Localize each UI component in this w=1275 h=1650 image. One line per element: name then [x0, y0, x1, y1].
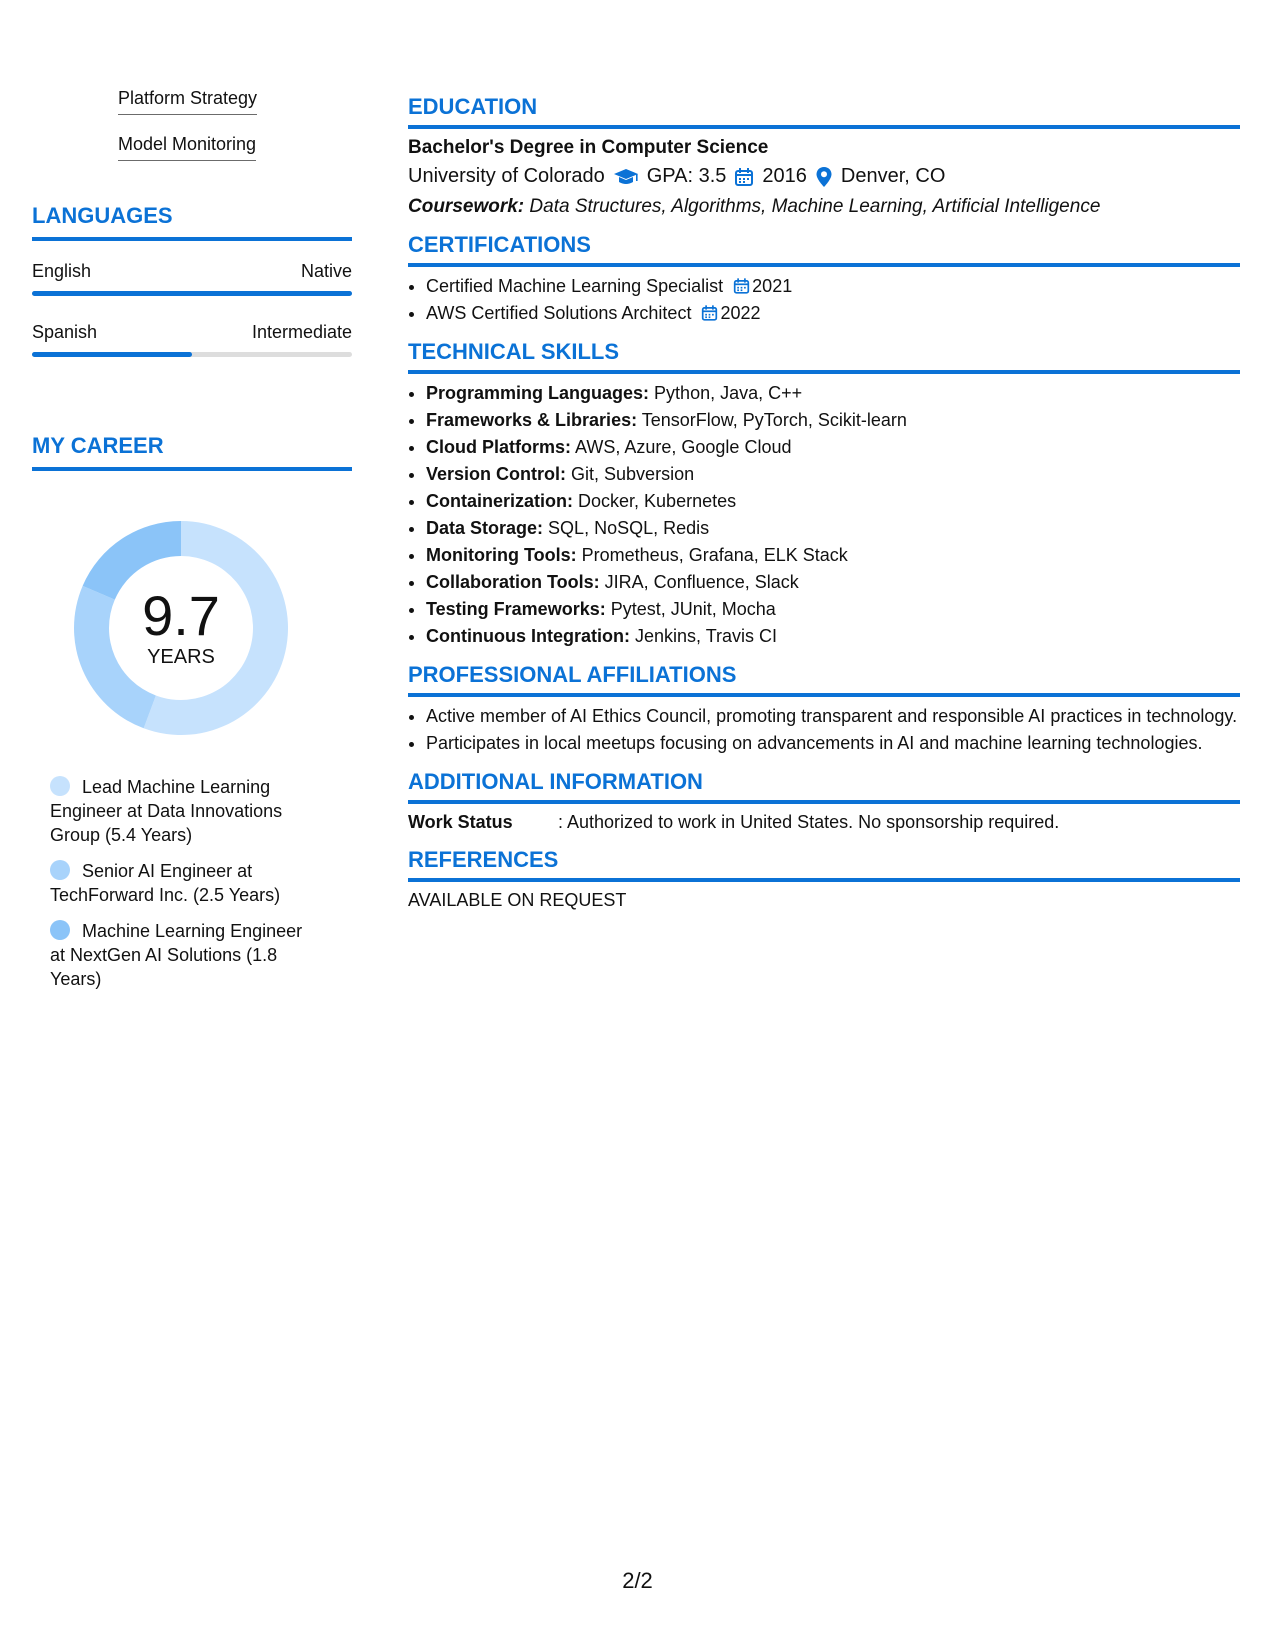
certification-name: Certified Machine Learning Specialist: [426, 276, 724, 296]
left-column: [32, 84, 352, 1003]
education-details: [408, 165, 1240, 188]
skill-item: [426, 571, 1240, 594]
skill-values: Docker, Kubernetes: [578, 491, 737, 511]
calendar-icon: [734, 167, 754, 187]
skill-values: Jenkins, Travis CI: [634, 626, 778, 646]
technical-skills-list: [408, 382, 1240, 648]
affiliation-item: • Active member of AI Ethics Council, promoting transparent and responsible AI practices in technology.: [426, 705, 1240, 728]
skill-item: [426, 544, 1240, 567]
skill-values: Prometheus, Grafana, ELK Stack: [581, 545, 848, 565]
skill-category: Data Storage:: [426, 518, 544, 538]
coursework-label: Coursework:: [408, 196, 525, 217]
language-level: Intermediate: [251, 322, 352, 342]
technical-skills-heading: TECHNICAL SKILLS: [408, 339, 1240, 374]
skill-item: [426, 436, 1240, 459]
skill-values: SQL, NoSQL, Redis: [548, 518, 710, 538]
calendar-icon: [733, 277, 750, 295]
certifications-heading: CERTIFICATIONS: [408, 232, 1240, 267]
skill-values: Pytest, JUnit, Mocha: [610, 599, 776, 619]
skill-values: TensorFlow, PyTorch, Scikit-learn: [641, 410, 907, 430]
skill-item: [426, 598, 1240, 621]
language-bar-fill: [32, 352, 192, 357]
career-legend-item: [32, 775, 320, 847]
language-name: Spanish: [32, 322, 98, 342]
language-bar: [32, 352, 352, 357]
education-heading: EDUCATION: [408, 94, 1240, 129]
references-text: AVAILABLE ON REQUEST: [408, 890, 627, 910]
career-legend-text: Lead Machine Learning Engineer at Data Innovations Group (5.4 Years): [50, 777, 283, 845]
skill-category: Frameworks & Libraries:: [426, 410, 638, 430]
skill-category: Cloud Platforms:: [426, 437, 572, 457]
work-status-value: : Authorized to work in United States. No sponsorship required.: [558, 812, 1060, 832]
certification-item: [426, 302, 1240, 325]
calendar-icon: [701, 304, 718, 322]
career-legend: [32, 775, 352, 991]
languages-heading: LANGUAGES: [32, 203, 352, 241]
skill-category: Programming Languages:: [426, 383, 650, 403]
language-level: Native: [300, 261, 352, 281]
certification-name: AWS Certified Solutions Architect: [426, 303, 692, 323]
certifications-list: [408, 275, 1240, 325]
skill-category: Collaboration Tools:: [426, 572, 600, 592]
gpa-text: GPA: 3.5: [646, 165, 727, 187]
skill-values: JIRA, Confluence, Slack: [604, 572, 799, 592]
legend-dot: [50, 920, 70, 940]
location-pin-icon: [815, 166, 833, 188]
work-status-row: [408, 812, 1240, 833]
career-legend-text: Senior AI Engineer at TechForward Inc. (2.5 Years): [50, 861, 281, 905]
career-legend-item: [32, 919, 320, 991]
legend-dot: [50, 860, 70, 880]
coursework: [408, 196, 1240, 218]
language-item: [32, 322, 352, 357]
skill-category: Version Control:: [426, 464, 567, 484]
career-total-years: 9.7: [142, 583, 220, 647]
career-legend-item: [32, 859, 320, 907]
career-heading: MY CAREER: [32, 433, 352, 471]
skill-tag: Model Monitoring: [118, 130, 256, 161]
education-location: Denver, CO: [840, 165, 946, 187]
degree-title: Bachelor's Degree in Computer Science: [408, 137, 769, 158]
career-donut-chart: [66, 513, 296, 743]
skill-item: [426, 409, 1240, 432]
certification-year: 2022: [720, 303, 761, 323]
coursework-list: Data Structures, Algorithms, Machine Learning, Artificial Intelligence: [529, 196, 1101, 217]
skill-category: Continuous Integration:: [426, 626, 630, 646]
graduation-cap-icon: [613, 167, 639, 187]
skill-item: [426, 463, 1240, 486]
language-name: English: [32, 261, 92, 281]
language-item: [32, 261, 352, 296]
skill-values: AWS, Azure, Google Cloud: [575, 437, 792, 457]
page-number: 2/2: [622, 1568, 653, 1593]
graduation-year: 2016: [762, 165, 807, 187]
skill-category: Monitoring Tools:: [426, 545, 577, 565]
career-total-unit: YEARS: [147, 645, 215, 668]
skill-category: Containerization:: [426, 491, 573, 511]
work-status-label: Work Status: [408, 812, 513, 832]
certification-year: 2021: [752, 276, 793, 296]
skill-values: Python, Java, C++: [654, 383, 803, 403]
school-name: University of Colorado: [408, 165, 605, 187]
skill-item: [426, 517, 1240, 540]
skill-item: [426, 490, 1240, 513]
language-bar-fill: [32, 291, 352, 296]
donut-center: [66, 513, 296, 743]
certification-item: [426, 275, 1240, 298]
affiliations-heading: PROFESSIONAL AFFILIATIONS: [408, 662, 1240, 697]
career-legend-text: Machine Learning Engineer at NextGen AI Solutions (1.8 Years): [50, 921, 303, 989]
skill-item: [426, 625, 1240, 648]
right-column: [408, 94, 1240, 911]
skill-values: Git, Subversion: [571, 464, 695, 484]
skill-item: [426, 382, 1240, 405]
skill-tag: Platform Strategy: [118, 84, 257, 115]
affiliation-item: • Participates in local meetups focusing on advancements in AI and machine learning technologies.: [426, 732, 1240, 755]
references-heading: REFERENCES: [408, 847, 1240, 882]
legend-dot: [50, 776, 70, 796]
skill-category: Testing Frameworks:: [426, 599, 606, 619]
language-bar: [32, 291, 352, 296]
additional-info-heading: ADDITIONAL INFORMATION: [408, 769, 1240, 804]
affiliations-list: [408, 705, 1240, 755]
